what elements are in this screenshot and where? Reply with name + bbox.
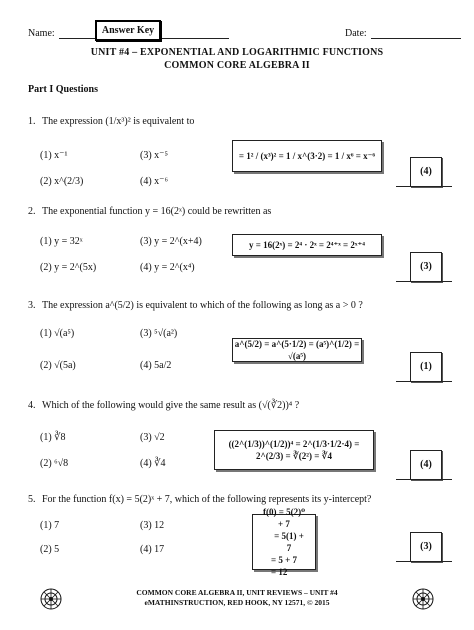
- q4-choice-3: (3) √2: [140, 432, 165, 443]
- q2-choice-4: (4) y = 2^(x⁴): [140, 262, 195, 273]
- q3-work-box: a^(5/2) = a^(5·1/2) = (a⁵)^(1/2) = √(a⁵): [232, 338, 362, 362]
- q1-work-box: = 1² / (x³)² = 1 / x^(3·2) = 1 / x⁶ = x⁻⁶: [232, 140, 382, 172]
- question-5-text: For the function f(x) = 5(2)ˣ + 7, which of the following represents its y-intercept?: [42, 494, 372, 505]
- q5-answer-box: (3): [410, 532, 442, 562]
- q4-answer-line: [396, 479, 452, 480]
- q3-choice-3: (3) ⁵√(a²): [140, 328, 178, 339]
- date-field[interactable]: [371, 28, 461, 39]
- q1-answer-box: (4): [410, 157, 442, 187]
- q2-choice-2: (2) y = 2^(5x): [40, 262, 97, 273]
- q5-answer-line: [396, 561, 452, 562]
- q3-answer-box: (1): [410, 352, 442, 382]
- question-1-number: 1.: [28, 116, 36, 127]
- q4-choice-2: (2) ⁶√8: [40, 458, 69, 469]
- part-heading: Part I Questions: [28, 84, 98, 95]
- question-5-number: 5.: [28, 494, 36, 505]
- q4-choice-4: (4) ∛4: [140, 458, 166, 469]
- title-line-2: COMMON CORE ALGEBRA II: [164, 60, 310, 71]
- question-3-text: The expression a^(5/2) is equivalent to which of the following as long as a > 0 ?: [42, 300, 363, 311]
- date-label: Date:: [345, 28, 367, 39]
- q5-choice-1: (1) 7: [40, 520, 60, 531]
- q1-choice-1: (1) x⁻¹: [40, 150, 68, 161]
- q4-choice-1: (1) ∛8: [40, 432, 66, 443]
- question-4-text: Which of the following would give the same result as (√(∛2))⁴ ?: [42, 400, 300, 411]
- q5-choice-2: (2) 5: [40, 544, 60, 555]
- question-2-number: 2.: [28, 206, 36, 217]
- q2-answer-line: [396, 281, 452, 282]
- q4-work-box: ((2^(1/3))^(1/2))⁴ = 2^(1/3·1/2·4) = 2^(2/3) = ∛(2²) = ∛4: [214, 430, 374, 470]
- emath-logo-icon: [40, 588, 62, 610]
- footer: [0, 588, 474, 608]
- q1-answer-line: [396, 186, 452, 187]
- question-1-text: The expression (1/x³)² is equivalent to: [42, 116, 195, 127]
- footer-line-2: eMATHINSTRUCTION, RED HOOK, NY 12571, © 2015: [144, 598, 330, 607]
- q2-choice-1: (1) y = 32ˣ: [40, 236, 83, 247]
- q3-choice-1: (1) √(a⁵): [40, 328, 75, 339]
- question-2-text: The exponential function y = 16(2ˣ) could be rewritten as: [42, 206, 272, 217]
- q5-choice-3: (3) 12: [140, 520, 165, 531]
- q1-choice-4: (4) x⁻⁶: [140, 176, 168, 187]
- footer-line-1: COMMON CORE ALGEBRA II, UNIT REVIEWS – UNIT #4: [136, 588, 338, 597]
- name-label: Name:: [28, 28, 55, 39]
- q5-work-line-2: = 5(1) + 7: [274, 531, 304, 553]
- q2-answer-box: (3): [410, 252, 442, 282]
- q5-work-line-3: = 5 + 7: [271, 555, 298, 565]
- q5-work-box: [252, 507, 316, 577]
- page-title: [0, 46, 474, 72]
- q3-choice-2: (2) √(5a): [40, 360, 76, 371]
- q4-answer-box: (4): [410, 450, 442, 480]
- q1-choice-3: (3) x⁻⁵: [140, 150, 168, 161]
- emath-logo-icon: [412, 588, 434, 610]
- q1-choice-2: (2) x^(2/3): [40, 176, 84, 187]
- question-3-number: 3.: [28, 300, 36, 311]
- q3-answer-line: [396, 381, 452, 382]
- q2-choice-3: (3) y = 2^(x+4): [140, 236, 202, 247]
- date-row: [345, 28, 461, 39]
- q5-work-line-1: f(0) = 5(2)⁰ + 7: [262, 507, 306, 529]
- q3-choice-4: (4) 5a/2: [140, 360, 172, 371]
- title-line-1: UNIT #4 – EXPONENTIAL AND LOGARITHMIC FUNCTIONS: [90, 47, 384, 58]
- q5-choice-4: (4) 17: [140, 544, 165, 555]
- q5-work-line-4: = 12: [271, 567, 288, 577]
- answer-key-badge: Answer Key: [95, 20, 161, 41]
- question-4-number: 4.: [28, 400, 36, 411]
- q2-work-box: y = 16(2ˣ) = 2⁴ · 2ˣ = 2⁴⁺ˣ = 2ˣ⁺⁴: [232, 234, 382, 256]
